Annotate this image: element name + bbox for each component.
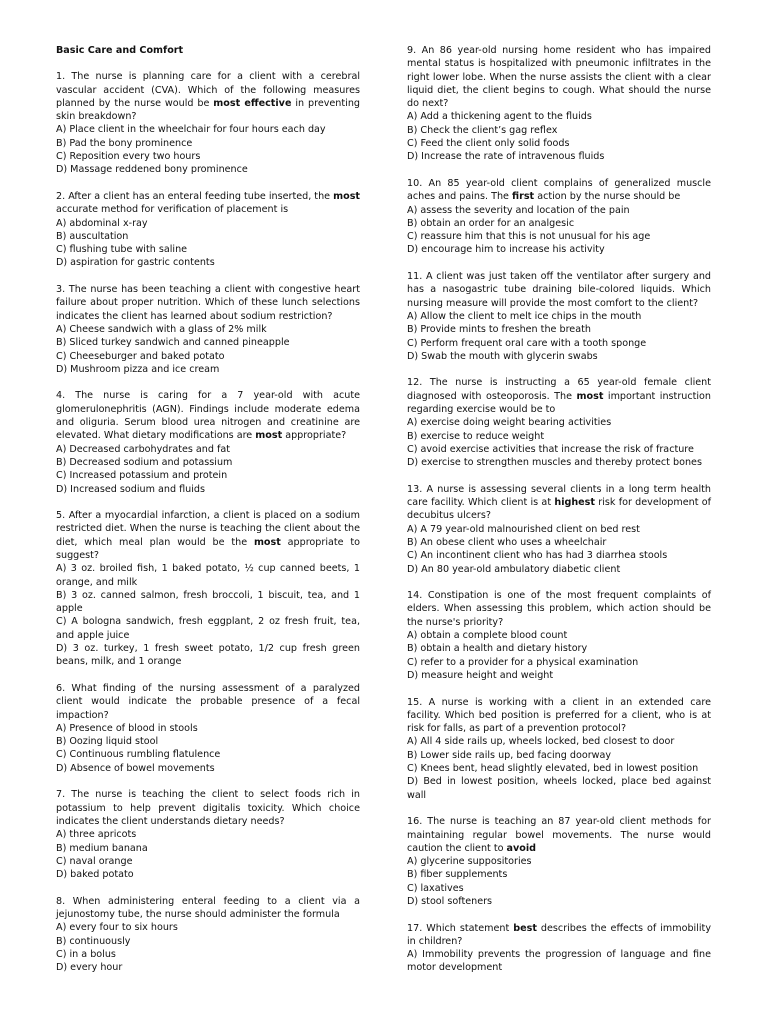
- answer-option: C) avoid exercise activities that increase the risk of fracture: [407, 443, 694, 455]
- answer-option: C) A bologna sandwich, fresh eggplant, 2 oz fresh fruit, tea, and apple juice: [56, 616, 360, 641]
- answer-option: C) Continuous rumbling flatulence: [56, 749, 221, 761]
- left-column: [56, 44, 360, 988]
- question-stem: 17. Which statement best describes the effects of immobility in children?: [407, 922, 711, 947]
- answer-option: D) Mushroom pizza and ice cream: [56, 363, 220, 375]
- answer-option: D) An 80 year-old ambulatory diabetic client: [407, 563, 621, 575]
- answer-option: A) Immobility prevents the progression of language and fine motor development: [407, 949, 711, 974]
- answer-option: B) Sliced turkey sandwich and canned pineapple: [56, 337, 290, 349]
- question-17: [407, 922, 711, 975]
- answer-option: D) Bed in lowest position, wheels locked, place bed against wall: [407, 776, 711, 801]
- answer-option: D) stool softeners: [407, 896, 493, 907]
- question-7: [56, 788, 360, 881]
- question-16: [407, 815, 711, 908]
- answer-option: C) flushing tube with saline: [56, 244, 188, 256]
- question-stem: 7. The nurse is teaching the client to select foods rich in potassium to help prevent digitalis toxicity. Which choice indicates the client understands dietary needs?: [56, 789, 360, 827]
- question-stem: 2. After a client has an enteral feeding tube inserted, the most accurate method for verification of placement is: [56, 190, 360, 216]
- answer-option: B) obtain a health and dietary history: [407, 643, 588, 655]
- answer-option: D) Absence of bowel movements: [56, 762, 215, 774]
- answer-option: B) medium banana: [56, 842, 148, 854]
- left-question-list: [56, 70, 360, 974]
- question-stem: 15. A nurse is working with a client in an extended care facility. Which bed position is preferred for a client, who is at risk for falls, as part of a prevention protocol?: [407, 696, 711, 735]
- question-stem: 9. An 86 year-old nursing home resident who has impaired mental status is hospitalized with pneumonic infiltrates in the right lower lobe. When the nurse assists the client with a clear liquid diet, the client begins to cough. What should the nurse do next?: [407, 45, 711, 110]
- question-15: [407, 696, 711, 802]
- question-stem: 4. The nurse is caring for a 7 year-old with acute glomerulonephritis (AGN). Findings include moderate edema and oliguria. Serum blood urea nitrogen and creatinine are elevated. What dietary modifications are most appropriate?: [56, 390, 360, 442]
- question-9: [407, 44, 711, 164]
- answer-option: B) An obese client who uses a wheelchair: [407, 536, 607, 548]
- question-13: [407, 483, 711, 576]
- answer-option: A) Allow the client to melt ice chips in the mouth: [407, 310, 642, 322]
- answer-option: D) 3 oz. turkey, 1 fresh sweet potato, 1/2 cup fresh green beans, milk, and 1 orange: [56, 643, 360, 668]
- answer-option: B) Oozing liquid stool: [56, 736, 159, 748]
- answer-option: C) Knees bent, head slightly elevated, bed in lowest position: [407, 763, 699, 775]
- question-3: [56, 283, 360, 376]
- question-5: [56, 509, 360, 669]
- answer-option: B) Check the client’s gag reflex: [407, 124, 558, 136]
- question-stem: 1. The nurse is planning care for a client with a cerebral vascular accident (CVA). Which of the following measures planned by the nurse would be most effective in preventing skin breakdown?: [56, 71, 360, 123]
- answer-option: D) every hour: [56, 962, 123, 974]
- question-stem: 8. When administering enteral feeding to a client via a jejunostomy tube, the nurse should administer the formula: [56, 895, 360, 920]
- answer-option: A) obtain a complete blood count: [407, 630, 568, 642]
- answer-option: D) encourage him to increase his activity: [407, 244, 605, 256]
- answer-option: C) An incontinent client who has had 3 diarrhea stools: [407, 550, 668, 562]
- answer-option: A) assess the severity and location of the pain: [407, 204, 630, 216]
- question-2: [56, 190, 360, 270]
- question-stem: 12. The nurse is instructing a 65 year-old female client diagnosed with osteoporosis. The most important instruction regarding exercise would be to: [407, 377, 711, 416]
- question-11: [407, 270, 711, 363]
- answer-option: A) 3 oz. broiled fish, 1 baked potato, ½ cup canned beets, 1 orange, and milk: [56, 563, 360, 588]
- answer-option: A) A 79 year-old malnourished client on bed rest: [407, 523, 640, 535]
- answer-option: B) obtain an order for an analgesic: [407, 217, 575, 229]
- answer-option: D) Increased sodium and fluids: [56, 483, 205, 495]
- answer-option: B) 3 oz. canned salmon, fresh broccoli, 1 biscuit, tea, and 1 apple: [56, 589, 360, 615]
- answer-option: A) All 4 side rails up, wheels locked, bed closest to door: [407, 736, 675, 748]
- question-stem: 3. The nurse has been teaching a client with congestive heart failure about proper nutrition. Which of these lunch selections indicates the client has learned about sodium restriction?: [56, 284, 360, 322]
- question-6: [56, 682, 360, 775]
- answer-option: C) Increased potassium and protein: [56, 470, 228, 482]
- answer-option: B) auscultation: [56, 230, 129, 242]
- question-14: [407, 589, 711, 682]
- answer-option: C) Cheeseburger and baked potato: [56, 350, 225, 362]
- answer-option: B) exercise to reduce weight: [407, 430, 545, 442]
- question-stem: 16. The nurse is teaching an 87 year-old client methods for maintaining regular bowel movements. The nurse would caution the client to avoid: [407, 816, 711, 854]
- question-stem: 10. An 85 year-old client complains of generalized muscle aches and pains. The first action by the nurse should be: [407, 177, 711, 203]
- answer-option: C) Reposition every two hours: [56, 151, 201, 163]
- answer-option: D) measure height and weight: [407, 669, 554, 681]
- answer-option: C) laxatives: [407, 882, 464, 894]
- answer-option: D) baked potato: [56, 869, 134, 881]
- right-column: [407, 44, 711, 988]
- answer-option: D) Massage reddened bony prominence: [56, 164, 248, 176]
- question-stem: 13. A nurse is assessing several clients in a long term health care facility. Which client is at highest risk for development of decubitus ulcers?: [407, 483, 711, 522]
- question-stem: 5. After a myocardial infarction, a client is placed on a sodium restricted diet. When the nurse is teaching the client about the diet, which meal plan would be the most appropriate to suggest?: [56, 510, 360, 561]
- answer-option: C) refer to a provider for a physical examination: [407, 656, 639, 668]
- answer-option: B) Provide mints to freshen the breath: [407, 324, 591, 336]
- question-8: [56, 895, 360, 975]
- answer-option: C) reassure him that this is not unusual for his age: [407, 231, 651, 243]
- answer-option: B) Decreased sodium and potassium: [56, 456, 233, 468]
- right-question-list: [407, 44, 711, 975]
- question-12: [407, 376, 711, 469]
- answer-option: D) aspiration for gastric contents: [56, 257, 215, 269]
- answer-option: C) Feed the client only solid foods: [407, 138, 570, 150]
- answer-option: A) every four to six hours: [56, 922, 178, 934]
- answer-option: A) exercise doing weight bearing activities: [407, 417, 612, 429]
- answer-option: A) three apricots: [56, 829, 137, 841]
- answer-option: C) Perform frequent oral care with a tooth sponge: [407, 337, 647, 349]
- answer-option: B) Lower side rails up, bed facing doorway: [407, 749, 612, 761]
- answer-option: C) in a bolus: [56, 948, 116, 960]
- answer-option: D) Swab the mouth with glycerin swabs: [407, 350, 598, 362]
- answer-option: B) fiber supplements: [407, 869, 508, 881]
- question-stem: 11. A client was just taken off the ventilator after surgery and has a nasogastric tube draining bile-colored liquids. Which nursing measure will provide the most comfort to the client?: [407, 271, 711, 309]
- answer-option: A) Add a thickening agent to the fluids: [407, 111, 592, 123]
- answer-option: A) abdominal x-ray: [56, 217, 148, 229]
- answer-option: B) Pad the bony prominence: [56, 137, 193, 149]
- answer-option: A) Presence of blood in stools: [56, 722, 198, 734]
- question-4: [56, 389, 360, 495]
- question-stem: 6. What finding of the nursing assessment of a paralyzed client would indicate the probable presence of a fecal impaction?: [56, 682, 360, 721]
- question-1: [56, 70, 360, 176]
- answer-option: D) exercise to strengthen muscles and thereby protect bones: [407, 457, 702, 469]
- answer-option: B) continuously: [56, 935, 131, 947]
- answer-option: A) Decreased carbohydrates and fat: [56, 443, 231, 455]
- question-10: [407, 177, 711, 257]
- answer-option: A) Place client in the wheelchair for four hours each day: [56, 124, 326, 136]
- answer-option: A) Cheese sandwich with a glass of 2% milk: [56, 323, 267, 335]
- question-stem: 14. Constipation is one of the most frequent complaints of elders. When assessing this problem, which action should be the nurse's priority?: [407, 590, 711, 628]
- answer-option: D) Increase the rate of intravenous fluids: [407, 151, 605, 163]
- answer-option: A) glycerine suppositories: [407, 856, 532, 868]
- document-title: Basic Care and Comfort: [56, 45, 184, 56]
- answer-option: C) naval orange: [56, 855, 133, 867]
